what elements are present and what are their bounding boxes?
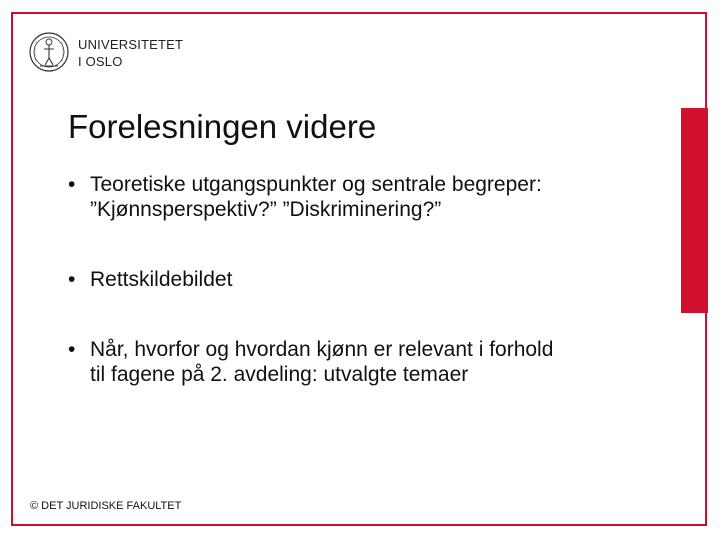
slide-title: Forelesningen videre xyxy=(68,108,377,145)
bullet-marker: • xyxy=(68,338,76,361)
university-seal-icon xyxy=(28,28,70,76)
bullet-text: Når, hvorfor og hvordan kjønn er relevant i forhold til fagene på 2. avdeling: utvalgte temaer xyxy=(90,338,554,386)
bullet-text: Rettskildebildet xyxy=(90,268,233,291)
university-name-line2: I OSLO xyxy=(78,54,123,69)
list-item xyxy=(68,267,568,292)
bullet-marker: • xyxy=(68,173,76,196)
bullet-text: Teoretiske utgangspunkter og sentrale begreper: ”Kjønnsperspektiv?” ”Diskriminering?” xyxy=(90,173,542,221)
list-item xyxy=(68,172,568,222)
bullet-marker: • xyxy=(68,268,76,291)
list-item xyxy=(68,337,568,387)
accent-bar xyxy=(681,108,708,313)
university-name xyxy=(78,36,183,70)
footer-copyright: © DET JURIDISKE FAKULTET xyxy=(30,500,182,512)
university-name-line1: UNIVERSITETET xyxy=(78,37,184,52)
bullet-list xyxy=(68,172,568,387)
